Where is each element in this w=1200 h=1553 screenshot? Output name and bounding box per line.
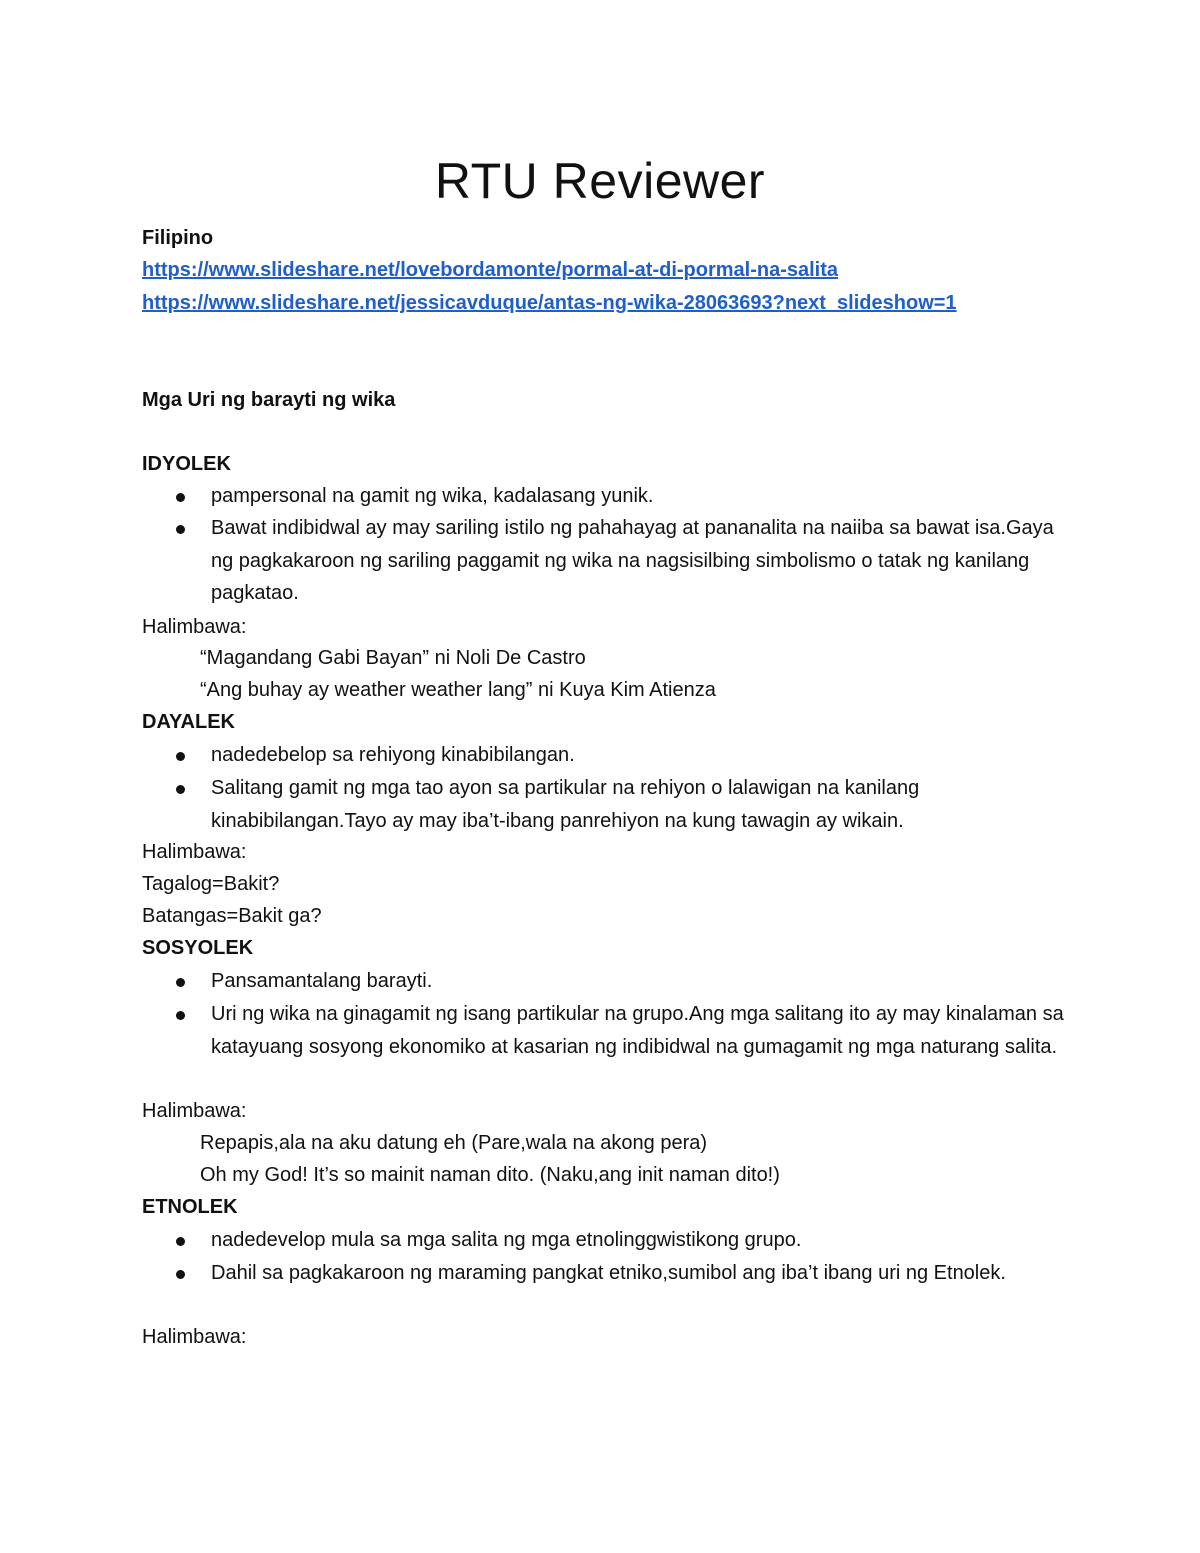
bullet-icon (176, 978, 185, 987)
dayalek-bullet-2: Salitang gamit ng mga tao ayon sa partikular na rehiyon o lalawigan na kanilang kinabibilangan.Tayo ay may iba’t-ibang panrehiyon na kung tawagin ay wikain. (211, 777, 920, 832)
list-item (176, 998, 1076, 1096)
bullet-icon (176, 785, 185, 794)
sosyolek-heading: SOSYOLEK (142, 937, 254, 959)
list-item (176, 512, 1076, 610)
dayalek-example-label: Halimbawa: (142, 841, 247, 863)
list-item (176, 1224, 1076, 1257)
bullet-icon (176, 493, 185, 502)
reference-link-1-text[interactable]: https://www.slideshare.net/lovebordamonte/pormal-at-di-pormal-na-salita (142, 259, 839, 281)
subject-label: Filipino (142, 227, 214, 249)
sosyolek-bullet-1: Pansamantalang barayti. (211, 970, 433, 992)
bullet-icon (176, 1270, 185, 1279)
bullet-icon (176, 1237, 185, 1246)
sosyolek-example-2: Oh my God! It’s so mainit naman dito. (Naku,ang init naman dito!) (200, 1164, 780, 1186)
section-heading: Mga Uri ng barayti ng wika (142, 389, 396, 411)
list-item (176, 1257, 1076, 1322)
etnolek-heading: ETNOLEK (142, 1196, 238, 1218)
sosyolek-example-label: Halimbawa: (142, 1100, 247, 1122)
reference-link-1[interactable] (142, 255, 838, 285)
list-item (176, 772, 1076, 837)
idyolek-heading: IDYOLEK (142, 453, 231, 475)
bullet-icon (176, 525, 185, 534)
idyolek-bullet-2: Bawat indibidwal ay may sariling istilo ng pahahayag at pananalita na naiiba sa bawat isa.Gaya ng pagkakaroon ng sariling paggamit ng wika na nagsisilbing simbolismo o tatak ng kanilang pagkatao. (211, 517, 1054, 604)
dayalek-heading: DAYALEK (142, 711, 235, 733)
reference-link-2-text[interactable]: https://www.slideshare.net/jessicavduque/antas-ng-wika-28063693?next_slideshow=1 (142, 292, 957, 314)
reference-link-2[interactable] (142, 288, 957, 318)
list-item (176, 480, 1076, 513)
idyolek-bullet-1: pampersonal na gamit ng wika, kadalasang yunik. (211, 485, 654, 507)
dayalek-bullet-1: nadedebelop sa rehiyong kinabibilangan. (211, 744, 575, 766)
etnolek-bullet-2: Dahil sa pagkakaroon ng maraming pangkat etniko,sumibol ang iba’t ibang uri ng Etnolek. (211, 1262, 1006, 1284)
idyolek-example-1: “Magandang Gabi Bayan” ni Noli De Castro (200, 647, 586, 669)
idyolek-example-2: “Ang buhay ay weather weather lang” ni Kuya Kim Atienza (200, 679, 716, 701)
document-title: RTU Reviewer (434, 153, 766, 209)
etnolek-bullet-1: nadedevelop mula sa mga salita ng mga etnolinggwistikong grupo. (211, 1229, 802, 1251)
dayalek-example-1: Tagalog=Bakit? (142, 873, 280, 895)
etnolek-example-label: Halimbawa: (142, 1326, 247, 1348)
sosyolek-bullet-2: Uri ng wika na ginagamit ng isang partikular na grupo.Ang mga salitang ito ay may kinalaman sa katayuang sosyong ekonomiko at kasarian ng indibidwal na gumagamit ng mga naturang salita. (211, 1003, 1064, 1058)
bullet-icon (176, 1011, 185, 1020)
sosyolek-example-1: Repapis,ala na aku datung eh (Pare,wala na akong pera) (200, 1132, 708, 1154)
bullet-icon (176, 752, 185, 761)
list-item (176, 965, 1076, 998)
list-item (176, 739, 1076, 772)
idyolek-example-label: Halimbawa: (142, 616, 247, 638)
dayalek-example-2: Batangas=Bakit ga? (142, 905, 322, 927)
